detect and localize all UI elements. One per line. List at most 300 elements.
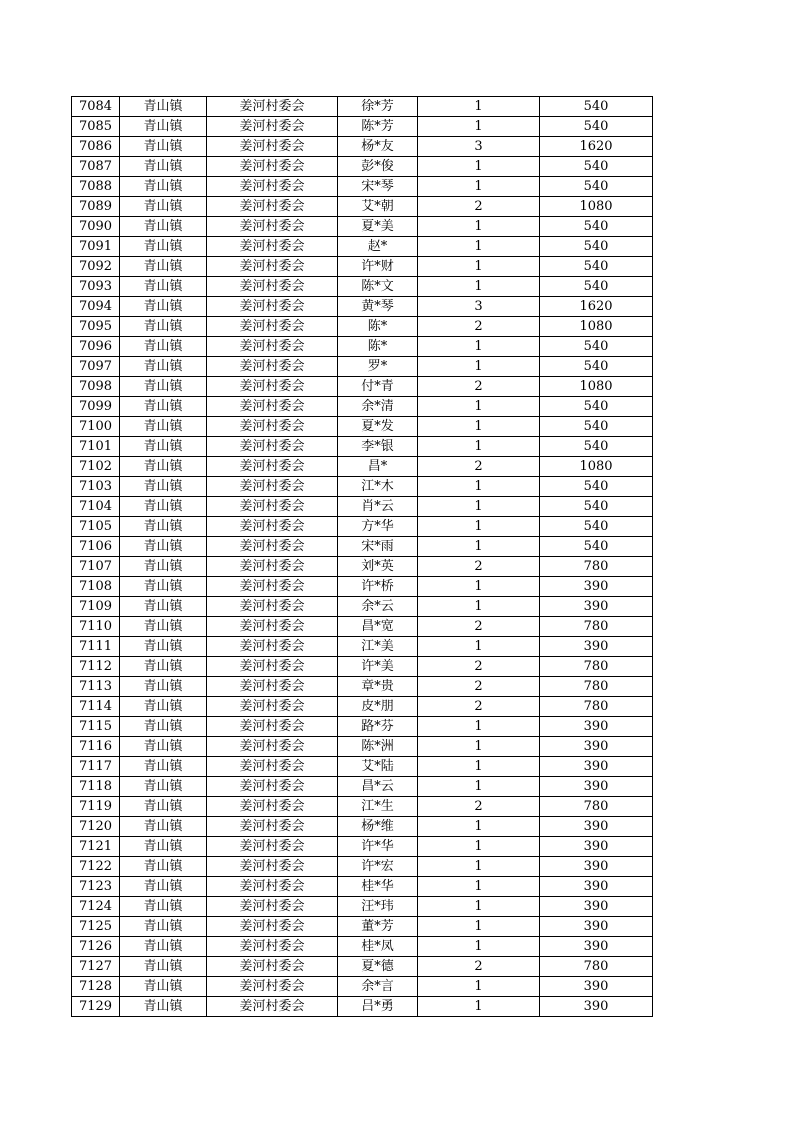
household-count-cell: 1 — [418, 477, 540, 497]
household-count-cell: 1 — [418, 577, 540, 597]
record-number-cell: 7087 — [72, 157, 120, 177]
amount-cell: 390 — [540, 757, 653, 777]
household-count-cell: 1 — [418, 757, 540, 777]
town-cell: 青山镇 — [120, 457, 207, 477]
table-row — [72, 157, 653, 177]
town-cell: 青山镇 — [120, 257, 207, 277]
village-committee-cell: 姜河村委会 — [207, 917, 338, 937]
town-cell: 青山镇 — [120, 417, 207, 437]
name-cell: 余*言 — [338, 977, 418, 997]
town-cell: 青山镇 — [120, 977, 207, 997]
amount-cell: 780 — [540, 617, 653, 637]
record-number-cell: 7112 — [72, 657, 120, 677]
name-cell: 夏*美 — [338, 217, 418, 237]
name-cell: 许*宏 — [338, 857, 418, 877]
village-committee-cell: 姜河村委会 — [207, 177, 338, 197]
amount-cell: 390 — [540, 877, 653, 897]
name-cell: 艾*陆 — [338, 757, 418, 777]
table-row — [72, 277, 653, 297]
household-count-cell: 1 — [418, 517, 540, 537]
name-cell: 宋*琴 — [338, 177, 418, 197]
record-number-cell: 7097 — [72, 357, 120, 377]
town-cell: 青山镇 — [120, 477, 207, 497]
household-count-cell: 2 — [418, 657, 540, 677]
town-cell: 青山镇 — [120, 817, 207, 837]
record-number-cell: 7123 — [72, 877, 120, 897]
amount-cell: 540 — [540, 117, 653, 137]
household-count-cell: 2 — [418, 377, 540, 397]
record-number-cell: 7106 — [72, 537, 120, 557]
name-cell: 宋*雨 — [338, 537, 418, 557]
household-count-cell: 1 — [418, 257, 540, 277]
table-row — [72, 577, 653, 597]
amount-cell: 1080 — [540, 317, 653, 337]
name-cell: 赵* — [338, 237, 418, 257]
amount-cell: 540 — [540, 357, 653, 377]
record-number-cell: 7090 — [72, 217, 120, 237]
household-count-cell: 1 — [418, 737, 540, 757]
amount-cell: 540 — [540, 337, 653, 357]
household-count-cell: 2 — [418, 797, 540, 817]
name-cell: 肖*云 — [338, 497, 418, 517]
name-cell: 陈* — [338, 337, 418, 357]
name-cell: 余*云 — [338, 597, 418, 617]
amount-cell: 390 — [540, 737, 653, 757]
record-number-cell: 7099 — [72, 397, 120, 417]
village-committee-cell: 姜河村委会 — [207, 497, 338, 517]
household-count-cell: 1 — [418, 397, 540, 417]
table-row — [72, 417, 653, 437]
name-cell: 昌*云 — [338, 777, 418, 797]
table-row — [72, 777, 653, 797]
record-number-cell: 7103 — [72, 477, 120, 497]
town-cell: 青山镇 — [120, 777, 207, 797]
table-row — [72, 857, 653, 877]
household-count-cell: 1 — [418, 537, 540, 557]
village-committee-cell: 姜河村委会 — [207, 737, 338, 757]
household-count-cell: 1 — [418, 817, 540, 837]
village-committee-cell: 姜河村委会 — [207, 217, 338, 237]
name-cell: 吕*勇 — [338, 997, 418, 1017]
village-committee-cell: 姜河村委会 — [207, 997, 338, 1017]
table-row — [72, 837, 653, 857]
name-cell: 夏*发 — [338, 417, 418, 437]
name-cell: 章*贵 — [338, 677, 418, 697]
name-cell: 陈*芳 — [338, 117, 418, 137]
name-cell: 路*芬 — [338, 717, 418, 737]
household-count-cell: 1 — [418, 877, 540, 897]
name-cell: 夏*德 — [338, 957, 418, 977]
record-number-cell: 7113 — [72, 677, 120, 697]
household-count-cell: 1 — [418, 417, 540, 437]
amount-cell: 780 — [540, 557, 653, 577]
household-count-cell: 1 — [418, 177, 540, 197]
table-row — [72, 977, 653, 997]
village-committee-cell: 姜河村委会 — [207, 277, 338, 297]
town-cell: 青山镇 — [120, 597, 207, 617]
record-number-cell: 7101 — [72, 437, 120, 457]
household-count-cell: 1 — [418, 937, 540, 957]
record-number-cell: 7088 — [72, 177, 120, 197]
amount-cell: 780 — [540, 797, 653, 817]
name-cell: 罗* — [338, 357, 418, 377]
amount-cell: 540 — [540, 237, 653, 257]
amount-cell: 390 — [540, 857, 653, 877]
household-count-cell: 1 — [418, 857, 540, 877]
record-number-cell: 7086 — [72, 137, 120, 157]
town-cell: 青山镇 — [120, 997, 207, 1017]
table-row — [72, 177, 653, 197]
household-count-cell: 1 — [418, 977, 540, 997]
record-number-cell: 7121 — [72, 837, 120, 857]
household-count-cell: 2 — [418, 617, 540, 637]
record-number-cell: 7122 — [72, 857, 120, 877]
village-committee-cell: 姜河村委会 — [207, 337, 338, 357]
record-number-cell: 7091 — [72, 237, 120, 257]
table-row — [72, 337, 653, 357]
amount-cell: 390 — [540, 937, 653, 957]
household-count-cell: 2 — [418, 457, 540, 477]
village-committee-cell: 姜河村委会 — [207, 817, 338, 837]
table-row — [72, 997, 653, 1017]
record-number-cell: 7100 — [72, 417, 120, 437]
village-committee-cell: 姜河村委会 — [207, 577, 338, 597]
household-count-cell: 1 — [418, 637, 540, 657]
name-cell: 杨*友 — [338, 137, 418, 157]
record-number-cell: 7125 — [72, 917, 120, 937]
household-count-cell: 1 — [418, 777, 540, 797]
village-committee-cell: 姜河村委会 — [207, 957, 338, 977]
village-committee-cell: 姜河村委会 — [207, 797, 338, 817]
table-row — [72, 937, 653, 957]
amount-cell: 540 — [540, 157, 653, 177]
town-cell: 青山镇 — [120, 737, 207, 757]
table-row — [72, 697, 653, 717]
amount-cell: 540 — [540, 97, 653, 117]
amount-cell: 540 — [540, 497, 653, 517]
town-cell: 青山镇 — [120, 217, 207, 237]
household-count-cell: 2 — [418, 697, 540, 717]
name-cell: 汪*玮 — [338, 897, 418, 917]
name-cell: 桂*凤 — [338, 937, 418, 957]
amount-cell: 390 — [540, 997, 653, 1017]
name-cell: 皮*朋 — [338, 697, 418, 717]
name-cell: 付*青 — [338, 377, 418, 397]
town-cell: 青山镇 — [120, 117, 207, 137]
name-cell: 彭*俊 — [338, 157, 418, 177]
record-number-cell: 7111 — [72, 637, 120, 657]
household-count-cell: 1 — [418, 337, 540, 357]
amount-cell: 390 — [540, 837, 653, 857]
village-committee-cell: 姜河村委会 — [207, 677, 338, 697]
amount-cell: 390 — [540, 977, 653, 997]
name-cell: 许*美 — [338, 657, 418, 677]
table-row — [72, 677, 653, 697]
table-body — [72, 97, 653, 1017]
town-cell: 青山镇 — [120, 97, 207, 117]
town-cell: 青山镇 — [120, 297, 207, 317]
name-cell: 方*华 — [338, 517, 418, 537]
town-cell: 青山镇 — [120, 557, 207, 577]
amount-cell: 390 — [540, 917, 653, 937]
table-row — [72, 917, 653, 937]
household-count-cell: 3 — [418, 137, 540, 157]
household-count-cell: 1 — [418, 277, 540, 297]
amount-cell: 540 — [540, 177, 653, 197]
table-row — [72, 957, 653, 977]
name-cell: 昌* — [338, 457, 418, 477]
name-cell: 陈*洲 — [338, 737, 418, 757]
household-count-cell: 2 — [418, 557, 540, 577]
table-row — [72, 237, 653, 257]
household-count-cell: 1 — [418, 917, 540, 937]
name-cell: 徐*芳 — [338, 97, 418, 117]
amount-cell: 1080 — [540, 197, 653, 217]
name-cell: 董*芳 — [338, 917, 418, 937]
table-row — [72, 317, 653, 337]
amount-cell: 1620 — [540, 297, 653, 317]
household-count-cell: 1 — [418, 437, 540, 457]
amount-cell: 780 — [540, 657, 653, 677]
record-number-cell: 7114 — [72, 697, 120, 717]
table-row — [72, 397, 653, 417]
record-number-cell: 7105 — [72, 517, 120, 537]
name-cell: 许*桥 — [338, 577, 418, 597]
town-cell: 青山镇 — [120, 917, 207, 937]
town-cell: 青山镇 — [120, 397, 207, 417]
town-cell: 青山镇 — [120, 357, 207, 377]
name-cell: 桂*华 — [338, 877, 418, 897]
table-row — [72, 457, 653, 477]
village-committee-cell: 姜河村委会 — [207, 637, 338, 657]
household-count-cell: 3 — [418, 297, 540, 317]
village-committee-cell: 姜河村委会 — [207, 517, 338, 537]
town-cell: 青山镇 — [120, 157, 207, 177]
subsidy-table — [71, 96, 653, 1017]
village-committee-cell: 姜河村委会 — [207, 877, 338, 897]
household-count-cell: 1 — [418, 497, 540, 517]
town-cell: 青山镇 — [120, 937, 207, 957]
amount-cell: 390 — [540, 817, 653, 837]
record-number-cell: 7126 — [72, 937, 120, 957]
town-cell: 青山镇 — [120, 657, 207, 677]
village-committee-cell: 姜河村委会 — [207, 237, 338, 257]
town-cell: 青山镇 — [120, 837, 207, 857]
name-cell: 余*清 — [338, 397, 418, 417]
name-cell: 江*美 — [338, 637, 418, 657]
village-committee-cell: 姜河村委会 — [207, 937, 338, 957]
town-cell: 青山镇 — [120, 857, 207, 877]
name-cell: 陈*文 — [338, 277, 418, 297]
table-row — [72, 297, 653, 317]
village-committee-cell: 姜河村委会 — [207, 197, 338, 217]
village-committee-cell: 姜河村委会 — [207, 537, 338, 557]
household-count-cell: 2 — [418, 957, 540, 977]
table-row — [72, 357, 653, 377]
amount-cell: 540 — [540, 397, 653, 417]
town-cell: 青山镇 — [120, 617, 207, 637]
village-committee-cell: 姜河村委会 — [207, 377, 338, 397]
name-cell: 江*生 — [338, 797, 418, 817]
record-number-cell: 7102 — [72, 457, 120, 477]
table-row — [72, 257, 653, 277]
amount-cell: 780 — [540, 677, 653, 697]
town-cell: 青山镇 — [120, 797, 207, 817]
town-cell: 青山镇 — [120, 137, 207, 157]
record-number-cell: 7084 — [72, 97, 120, 117]
table-row — [72, 797, 653, 817]
table-row — [72, 117, 653, 137]
village-committee-cell: 姜河村委会 — [207, 557, 338, 577]
record-number-cell: 7124 — [72, 897, 120, 917]
household-count-cell: 2 — [418, 317, 540, 337]
town-cell: 青山镇 — [120, 537, 207, 557]
table-row — [72, 617, 653, 637]
name-cell: 陈* — [338, 317, 418, 337]
town-cell: 青山镇 — [120, 197, 207, 217]
village-committee-cell: 姜河村委会 — [207, 397, 338, 417]
table-row — [72, 437, 653, 457]
table-row — [72, 197, 653, 217]
town-cell: 青山镇 — [120, 517, 207, 537]
table-row — [72, 377, 653, 397]
table-row — [72, 597, 653, 617]
town-cell: 青山镇 — [120, 277, 207, 297]
town-cell: 青山镇 — [120, 677, 207, 697]
record-number-cell: 7092 — [72, 257, 120, 277]
record-number-cell: 7093 — [72, 277, 120, 297]
amount-cell: 540 — [540, 257, 653, 277]
household-count-cell: 1 — [418, 97, 540, 117]
village-committee-cell: 姜河村委会 — [207, 317, 338, 337]
amount-cell: 390 — [540, 637, 653, 657]
record-number-cell: 7128 — [72, 977, 120, 997]
amount-cell: 540 — [540, 217, 653, 237]
table-row — [72, 737, 653, 757]
name-cell: 艾*朝 — [338, 197, 418, 217]
amount-cell: 390 — [540, 777, 653, 797]
town-cell: 青山镇 — [120, 637, 207, 657]
record-number-cell: 7110 — [72, 617, 120, 637]
village-committee-cell: 姜河村委会 — [207, 977, 338, 997]
record-number-cell: 7108 — [72, 577, 120, 597]
record-number-cell: 7119 — [72, 797, 120, 817]
town-cell: 青山镇 — [120, 237, 207, 257]
record-number-cell: 7115 — [72, 717, 120, 737]
village-committee-cell: 姜河村委会 — [207, 357, 338, 377]
household-count-cell: 1 — [418, 837, 540, 857]
town-cell: 青山镇 — [120, 317, 207, 337]
table-row — [72, 517, 653, 537]
village-committee-cell: 姜河村委会 — [207, 97, 338, 117]
village-committee-cell: 姜河村委会 — [207, 437, 338, 457]
town-cell: 青山镇 — [120, 957, 207, 977]
name-cell: 昌*宽 — [338, 617, 418, 637]
record-number-cell: 7104 — [72, 497, 120, 517]
name-cell: 李*银 — [338, 437, 418, 457]
amount-cell: 540 — [540, 417, 653, 437]
name-cell: 许*财 — [338, 257, 418, 277]
household-count-cell: 1 — [418, 717, 540, 737]
amount-cell: 540 — [540, 437, 653, 457]
name-cell: 黄*琴 — [338, 297, 418, 317]
name-cell: 刘*英 — [338, 557, 418, 577]
table-row — [72, 757, 653, 777]
table-row — [72, 537, 653, 557]
table-row — [72, 217, 653, 237]
village-committee-cell: 姜河村委会 — [207, 137, 338, 157]
village-committee-cell: 姜河村委会 — [207, 457, 338, 477]
amount-cell: 540 — [540, 517, 653, 537]
record-number-cell: 7118 — [72, 777, 120, 797]
table-row — [72, 497, 653, 517]
record-number-cell: 7096 — [72, 337, 120, 357]
table-row — [72, 657, 653, 677]
village-committee-cell: 姜河村委会 — [207, 257, 338, 277]
town-cell: 青山镇 — [120, 697, 207, 717]
village-committee-cell: 姜河村委会 — [207, 697, 338, 717]
table-row — [72, 137, 653, 157]
table-row — [72, 877, 653, 897]
village-committee-cell: 姜河村委会 — [207, 837, 338, 857]
household-count-cell: 1 — [418, 997, 540, 1017]
table-row — [72, 897, 653, 917]
village-committee-cell: 姜河村委会 — [207, 897, 338, 917]
amount-cell: 1080 — [540, 377, 653, 397]
table-row — [72, 557, 653, 577]
household-count-cell: 1 — [418, 217, 540, 237]
amount-cell: 780 — [540, 957, 653, 977]
record-number-cell: 7095 — [72, 317, 120, 337]
village-committee-cell: 姜河村委会 — [207, 117, 338, 137]
record-number-cell: 7107 — [72, 557, 120, 577]
name-cell: 江*木 — [338, 477, 418, 497]
household-count-cell: 1 — [418, 357, 540, 377]
household-count-cell: 1 — [418, 597, 540, 617]
table-row — [72, 97, 653, 117]
table-row — [72, 817, 653, 837]
record-number-cell: 7085 — [72, 117, 120, 137]
village-committee-cell: 姜河村委会 — [207, 597, 338, 617]
amount-cell: 540 — [540, 477, 653, 497]
record-number-cell: 7109 — [72, 597, 120, 617]
town-cell: 青山镇 — [120, 717, 207, 737]
village-committee-cell: 姜河村委会 — [207, 857, 338, 877]
town-cell: 青山镇 — [120, 497, 207, 517]
amount-cell: 390 — [540, 597, 653, 617]
amount-cell: 780 — [540, 697, 653, 717]
village-committee-cell: 姜河村委会 — [207, 757, 338, 777]
record-number-cell: 7116 — [72, 737, 120, 757]
household-count-cell: 1 — [418, 897, 540, 917]
record-number-cell: 7094 — [72, 297, 120, 317]
record-number-cell: 7120 — [72, 817, 120, 837]
record-number-cell: 7117 — [72, 757, 120, 777]
household-count-cell: 1 — [418, 117, 540, 137]
record-number-cell: 7098 — [72, 377, 120, 397]
village-committee-cell: 姜河村委会 — [207, 617, 338, 637]
amount-cell: 540 — [540, 277, 653, 297]
amount-cell: 390 — [540, 577, 653, 597]
record-number-cell: 7127 — [72, 957, 120, 977]
town-cell: 青山镇 — [120, 337, 207, 357]
town-cell: 青山镇 — [120, 757, 207, 777]
town-cell: 青山镇 — [120, 177, 207, 197]
village-committee-cell: 姜河村委会 — [207, 157, 338, 177]
amount-cell: 540 — [540, 537, 653, 557]
village-committee-cell: 姜河村委会 — [207, 417, 338, 437]
town-cell: 青山镇 — [120, 897, 207, 917]
